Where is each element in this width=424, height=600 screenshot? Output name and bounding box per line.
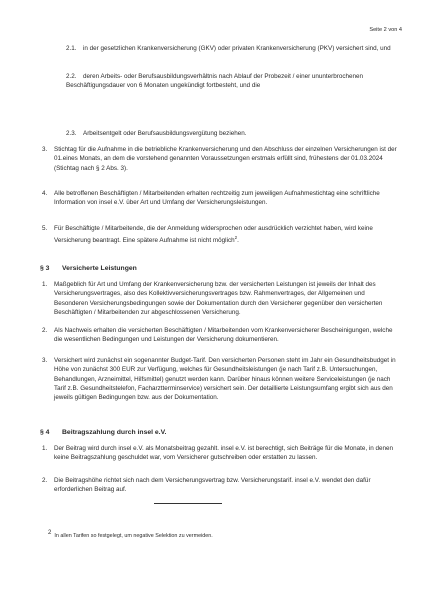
list-item (42, 356, 398, 402)
list-item (66, 129, 398, 138)
list-item (42, 145, 398, 173)
item-number: 2. (42, 327, 48, 334)
section-number: § 3 (40, 265, 50, 272)
item-text: Stichtag für die Aufnahme in die betriebliche Krankenversicherung und den Abschluss der einzelnen Versicherungen ist der 01.eines Monats, an dem die vorstehend genannten Voraussetzungen erstmals erfüllt sind, frühestens der 01.03.2024 (Stichtag nach § 2 Abs. 3). (54, 146, 397, 172)
footnote-ref: 2 (234, 235, 238, 241)
item-number: 1. (42, 281, 48, 288)
item-text: Für Beschäftigte / Mitarbeitende, die der Anmeldung widersprochen oder ausdrücklich verzichtet haben, wird keine Versicherung beantragt. Eine spätere Aufnahme ist nicht möglich (54, 225, 373, 245)
list-item (42, 189, 398, 208)
item-text: Arbeitsentgelt oder Berufsausbildungsvergütung beziehen. (83, 130, 247, 137)
section-title: Versicherte Leistungen (62, 265, 137, 272)
item-number: 2. (42, 477, 48, 484)
list-item (42, 326, 398, 345)
item-number: 4. (42, 190, 48, 197)
list-item (42, 444, 398, 463)
list-item (42, 224, 398, 246)
item-text: Alle betroffenen Beschäftigten / Mitarbeitenden erhalten rechtzeitig zum jeweiligen Aufnahmestichtag eine schriftliche Information von insel e.V. über Art und Umfang der Versicherungsleistungen. (54, 190, 380, 207)
item-text: Versichert wird zunächst ein sogenannter Budget-Tarif. Den versicherten Personen steht im Jahr ein Gesundheitsbudget in Höhe von zunächst 300 EUR zur Verfügung, welches für Gesundheitsleistungen (je nach Tarif z.B. Untersuchungen, Behandlungen, Arzneimittel, Hilfsmittel) genutzt werden kann. Darüber hinaus können weitere Serviceleistungen (je nach Tarif z.B. Gesundheitstelefon, Facharztterminservice) versichert sein. Der detaillierte Leistungsumfang ergibt sich aus den jeweils gültigen Bedingungen bzw. aus der Dokumentation. (54, 357, 396, 402)
item-number: 2.1. (66, 45, 77, 52)
footnote-mark: 2 (48, 530, 52, 536)
item-number: 2.3. (66, 130, 77, 137)
section-heading (40, 429, 166, 436)
list-item (42, 476, 398, 495)
section-heading (40, 265, 137, 272)
item-text: deren Arbeits- oder Berufsausbildungsverhältnis nach Ablauf der Probezeit / einer ununterbrochenen Beschäftigungsdauer von 6 Monaten ungekündigt fortbesteht, und die (66, 73, 364, 90)
list-item (66, 72, 398, 91)
item-text: Maßgeblich für Art und Umfang der Krankenversicherung bzw. der versicherten Leistungen ist jeweils der Inhalt des Versicherungsvertrages, also des Kollektivversicherungsvertrages bzw. Rahmenvertrages, der Allgemeinen und Besonderen Versicherungsbedingungen sowie der Dokumentation durch den Versicherer gegenüber den versicherten Beschäftigten / Mitarbeitenden zur abgeschlossenen Versicherung. (54, 281, 383, 316)
item-number: 2.2. (66, 73, 77, 80)
item-text: in der gesetzlichen Krankenversicherung (GKV) oder privaten Krankenversicherung (PKV) versichert sind, und (83, 45, 391, 52)
footnote-divider (154, 503, 222, 504)
item-text-tail: . (237, 237, 239, 245)
footnote (48, 530, 213, 539)
item-text: Der Beitrag wird durch insel e.V. als Monatsbeitrag gezahlt. insel e.V. ist berechtigt, sich Beiträge für die Monate, in denen keine Beitragszahlung geschuldet war, vom Versicherer gutschreiben oder erstatten zu lassen. (54, 445, 394, 462)
section-title: Beitragszahlung durch insel e.V. (62, 429, 167, 436)
item-number: 1. (42, 445, 48, 452)
list-item (42, 280, 398, 317)
item-text: Die Beitragshöhe richtet sich nach dem Versicherungsvertrag bzw. Versicherungstarif. insel e.V. wendet den dafür erforderlichen Beitrag auf. (54, 477, 371, 494)
item-number: 3. (42, 357, 48, 364)
footnote-text: In allen Tarifen so festgelegt, um negative Selektion zu vermeiden. (54, 532, 213, 539)
list-item (66, 44, 398, 53)
item-number: 5. (42, 225, 48, 232)
section-number: § 4 (40, 429, 50, 436)
item-text: Als Nachweis erhalten die versicherten Beschäftigten / Mitarbeitenden vom Krankenversicherer Bescheinigungen, welche die wesentlichen Bedingungen und Leistungen der Versicherung dokumentieren. (54, 327, 393, 344)
page-number: Seite 2 von 4 (369, 27, 402, 33)
item-number: 3. (42, 146, 48, 153)
